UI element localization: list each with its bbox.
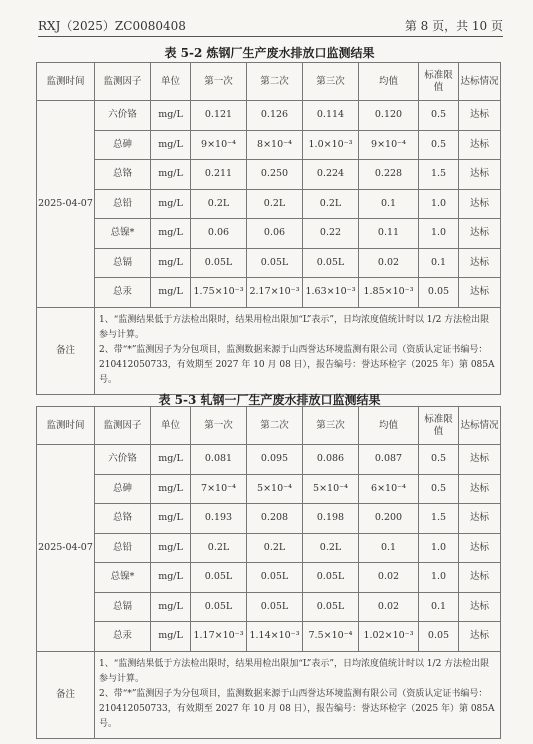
header-limit: 标准限值 <box>419 407 459 445</box>
second-value-cell: 2.17×10⁻³ <box>247 278 303 308</box>
table-row <box>37 160 501 190</box>
header-third: 第三次 <box>303 63 359 101</box>
table-row <box>37 592 501 622</box>
mean-cell: 0.228 <box>359 160 419 190</box>
unit-cell: mg/L <box>151 160 191 190</box>
second-value-cell: 0.208 <box>247 504 303 534</box>
status-cell: 达标 <box>459 445 501 475</box>
status-cell: 达标 <box>459 248 501 278</box>
third-value-cell: 0.086 <box>303 445 359 475</box>
unit-cell: mg/L <box>151 622 191 652</box>
unit-cell: mg/L <box>151 278 191 308</box>
status-cell: 达标 <box>459 504 501 534</box>
header-row <box>37 407 501 445</box>
third-value-cell: 1.63×10⁻³ <box>303 278 359 308</box>
table-row <box>37 533 501 563</box>
mean-cell: 0.120 <box>359 101 419 131</box>
header-time: 监测时间 <box>37 63 95 101</box>
mean-cell: 6×10⁻⁴ <box>359 474 419 504</box>
limit-cell: 1.5 <box>419 504 459 534</box>
header-limit: 标准限值 <box>419 63 459 101</box>
factor-cell: 总砷 <box>95 474 151 504</box>
header-unit: 单位 <box>151 407 191 445</box>
table-row <box>37 504 501 534</box>
table-row <box>37 445 501 475</box>
table-title: 表 5-2 炼钢厂生产废水排放口监测结果 <box>164 46 375 60</box>
mean-cell: 0.02 <box>359 248 419 278</box>
date-cell: 2025-04-07 <box>37 445 95 652</box>
note-line-2: 2、带“*”监测因子为分包项目，监测数据来源于山西誉达环境监测有限公司（资质认定证书编号：210412050733，有效期至 2027 年 10 月 08 日），报告编号：誉达环检字（2025 年）第 085A 号。 <box>99 689 495 729</box>
header-second: 第二次 <box>247 407 303 445</box>
first-value-cell: 7×10⁻⁴ <box>191 474 247 504</box>
factor-cell: 总铬 <box>95 160 151 190</box>
third-value-cell: 0.05L <box>303 592 359 622</box>
limit-cell: 0.5 <box>419 101 459 131</box>
limit-cell: 1.0 <box>419 219 459 249</box>
second-value-cell: 0.126 <box>247 101 303 131</box>
third-value-cell: 0.198 <box>303 504 359 534</box>
first-value-cell: 9×10⁻⁴ <box>191 130 247 160</box>
results-table <box>36 62 501 395</box>
unit-cell: mg/L <box>151 219 191 249</box>
header-first: 第一次 <box>191 63 247 101</box>
limit-cell: 0.1 <box>419 248 459 278</box>
header-second: 第二次 <box>247 63 303 101</box>
header-status: 达标情况 <box>459 63 501 101</box>
header-row <box>37 63 501 101</box>
factor-cell: 总铅 <box>95 533 151 563</box>
unit-cell: mg/L <box>151 592 191 622</box>
status-cell: 达标 <box>459 622 501 652</box>
second-value-cell: 5×10⁻⁴ <box>247 474 303 504</box>
first-value-cell: 0.121 <box>191 101 247 131</box>
header-mean: 均值 <box>359 63 419 101</box>
note-label: 备注 <box>37 651 95 738</box>
table-row <box>37 189 501 219</box>
mean-cell: 0.11 <box>359 219 419 249</box>
header-status: 达标情况 <box>459 407 501 445</box>
second-value-cell: 0.095 <box>247 445 303 475</box>
limit-cell: 1.0 <box>419 189 459 219</box>
third-value-cell: 7.5×10⁻⁴ <box>303 622 359 652</box>
unit-cell: mg/L <box>151 533 191 563</box>
results-table <box>36 406 501 739</box>
second-value-cell: 0.2L <box>247 533 303 563</box>
limit-cell: 0.1 <box>419 592 459 622</box>
page-number: 第 8 页，共 10 页 <box>404 18 503 33</box>
status-cell: 达标 <box>459 533 501 563</box>
header-factor: 监测因子 <box>95 63 151 101</box>
unit-cell: mg/L <box>151 474 191 504</box>
first-value-cell: 0.05L <box>191 592 247 622</box>
unit-cell: mg/L <box>151 189 191 219</box>
mean-cell: 9×10⁻⁴ <box>359 130 419 160</box>
first-value-cell: 0.05L <box>191 563 247 593</box>
first-value-cell: 0.06 <box>191 219 247 249</box>
status-cell: 达标 <box>459 189 501 219</box>
status-cell: 达标 <box>459 592 501 622</box>
second-value-cell: 0.05L <box>247 248 303 278</box>
factor-cell: 六价铬 <box>95 101 151 131</box>
second-value-cell: 8×10⁻⁴ <box>247 130 303 160</box>
table-row <box>37 622 501 652</box>
note-row <box>37 307 501 394</box>
unit-cell: mg/L <box>151 563 191 593</box>
mean-cell: 0.02 <box>359 592 419 622</box>
factor-cell: 总铅 <box>95 189 151 219</box>
note-line-2: 2、带“*”监测因子为分包项目，监测数据来源于山西誉达环境监测有限公司（资质认定证书编号：210412050733，有效期至 2027 年 10 月 08 日），报告编号：誉达环检字（2025 年）第 085A 号。 <box>99 345 495 385</box>
third-value-cell: 0.224 <box>303 160 359 190</box>
third-value-cell: 0.05L <box>303 248 359 278</box>
factor-cell: 总汞 <box>95 622 151 652</box>
unit-cell: mg/L <box>151 445 191 475</box>
factor-cell: 总汞 <box>95 278 151 308</box>
status-cell: 达标 <box>459 563 501 593</box>
table-row <box>37 248 501 278</box>
note-line-1: 1、“监测结果低于方法检出限时，结果用检出限加“L”表示”，日均浓度值统计时以 1/2 方法检出限参与计算。 <box>99 659 490 684</box>
mean-cell: 0.200 <box>359 504 419 534</box>
first-value-cell: 0.193 <box>191 504 247 534</box>
note-line-1: 1、“监测结果低于方法检出限时，结果用检出限加“L”表示”，日均浓度值统计时以 1/2 方法检出限参与计算。 <box>99 315 490 340</box>
header-unit: 单位 <box>151 63 191 101</box>
note-row <box>37 651 501 738</box>
doc-id: RXJ（2025）ZC0080408 <box>38 18 186 33</box>
second-value-cell: 0.250 <box>247 160 303 190</box>
first-value-cell: 1.75×10⁻³ <box>191 278 247 308</box>
second-value-cell: 0.05L <box>247 592 303 622</box>
first-value-cell: 0.081 <box>191 445 247 475</box>
table-row <box>37 563 501 593</box>
status-cell: 达标 <box>459 278 501 308</box>
status-cell: 达标 <box>459 160 501 190</box>
table-row <box>37 101 501 131</box>
third-value-cell: 5×10⁻⁴ <box>303 474 359 504</box>
limit-cell: 1.0 <box>419 533 459 563</box>
status-cell: 达标 <box>459 219 501 249</box>
header-third: 第三次 <box>303 407 359 445</box>
limit-cell: 1.0 <box>419 563 459 593</box>
second-value-cell: 1.14×10⁻³ <box>247 622 303 652</box>
second-value-cell: 0.05L <box>247 563 303 593</box>
mean-cell: 0.1 <box>359 189 419 219</box>
unit-cell: mg/L <box>151 130 191 160</box>
second-value-cell: 0.06 <box>247 219 303 249</box>
table-title: 表 5-3 轧钢一厂生产废水排放口监测结果 <box>158 393 381 407</box>
first-value-cell: 0.2L <box>191 189 247 219</box>
third-value-cell: 0.22 <box>303 219 359 249</box>
third-value-cell: 0.05L <box>303 563 359 593</box>
status-cell: 达标 <box>459 101 501 131</box>
note-label: 备注 <box>37 307 95 394</box>
limit-cell: 0.5 <box>419 474 459 504</box>
mean-cell: 0.02 <box>359 563 419 593</box>
unit-cell: mg/L <box>151 101 191 131</box>
factor-cell: 总铬 <box>95 504 151 534</box>
table-row <box>37 130 501 160</box>
second-value-cell: 0.2L <box>247 189 303 219</box>
header-factor: 监测因子 <box>95 407 151 445</box>
mean-cell: 1.85×10⁻³ <box>359 278 419 308</box>
mean-cell: 0.087 <box>359 445 419 475</box>
third-value-cell: 0.2L <box>303 533 359 563</box>
table-row <box>37 474 501 504</box>
third-value-cell: 0.114 <box>303 101 359 131</box>
note-cell <box>95 307 501 394</box>
limit-cell: 1.5 <box>419 160 459 190</box>
factor-cell: 总镉 <box>95 248 151 278</box>
factor-cell: 总镉 <box>95 592 151 622</box>
limit-cell: 0.05 <box>419 278 459 308</box>
first-value-cell: 0.211 <box>191 160 247 190</box>
factor-cell: 总镍* <box>95 563 151 593</box>
third-value-cell: 0.2L <box>303 189 359 219</box>
third-value-cell: 1.0×10⁻³ <box>303 130 359 160</box>
status-cell: 达标 <box>459 474 501 504</box>
first-value-cell: 1.17×10⁻³ <box>191 622 247 652</box>
factor-cell: 总镍* <box>95 219 151 249</box>
factor-cell: 总砷 <box>95 130 151 160</box>
header-mean: 均值 <box>359 407 419 445</box>
limit-cell: 0.5 <box>419 445 459 475</box>
mean-cell: 1.02×10⁻³ <box>359 622 419 652</box>
limit-cell: 0.5 <box>419 130 459 160</box>
page-header <box>38 14 503 37</box>
table-row <box>37 278 501 308</box>
factor-cell: 六价铬 <box>95 445 151 475</box>
mean-cell: 0.1 <box>359 533 419 563</box>
header-first: 第一次 <box>191 407 247 445</box>
limit-cell: 0.05 <box>419 622 459 652</box>
unit-cell: mg/L <box>151 504 191 534</box>
date-cell: 2025-04-07 <box>37 101 95 308</box>
unit-cell: mg/L <box>151 248 191 278</box>
first-value-cell: 0.2L <box>191 533 247 563</box>
status-cell: 达标 <box>459 130 501 160</box>
note-cell <box>95 651 501 738</box>
table-row <box>37 219 501 249</box>
first-value-cell: 0.05L <box>191 248 247 278</box>
header-time: 监测时间 <box>37 407 95 445</box>
